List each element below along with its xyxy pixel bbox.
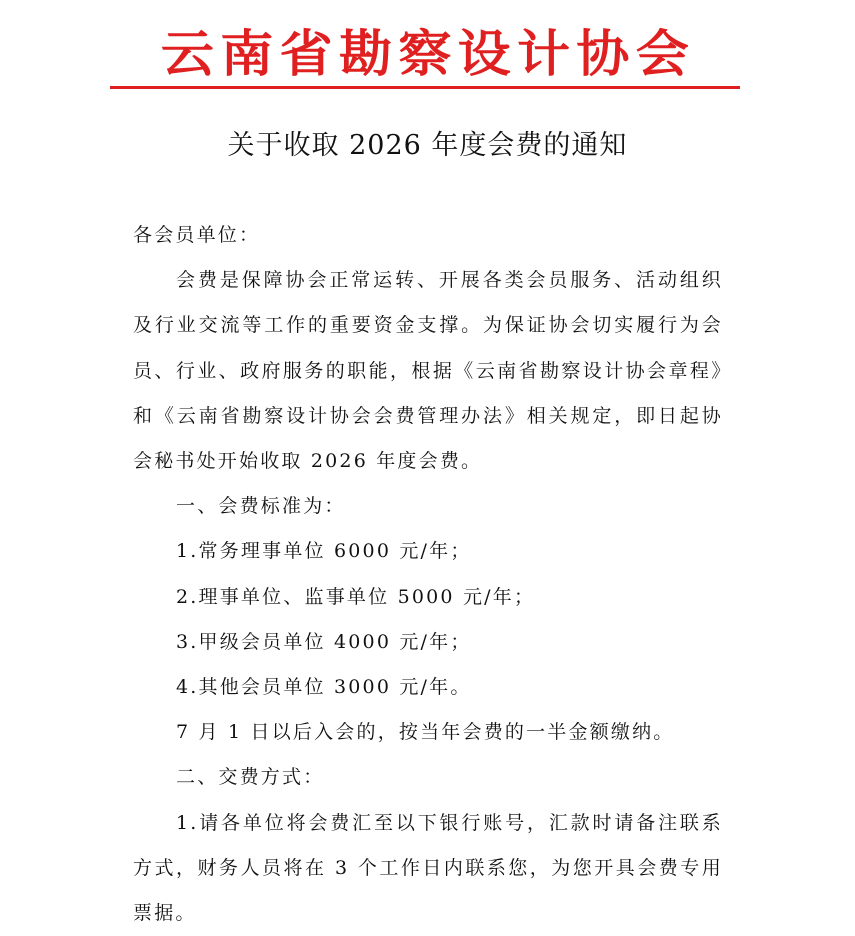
fee-item: 4.其他会员单位 3000 元/年。 (176, 676, 472, 699)
salutation: 各会员单位： (133, 224, 261, 246)
fee-item: 3.甲级会员单位 4000 元/年； (176, 630, 472, 653)
fee-item: 1.常务理事单位 6000 元/年； (176, 540, 472, 563)
section-heading-fee-standard: 一、会费标准为： (176, 495, 346, 518)
notice-body (133, 213, 723, 936)
mid-year-join-note: 7 月 1 日以后入会的，按当年会费的一半金额缴纳。 (176, 721, 675, 744)
notice-title: 关于收取 2026 年度会费的通知 (227, 130, 628, 161)
section-heading-payment-method: 二、交费方式： (176, 766, 325, 789)
intro-paragraph: 会费是保障协会正常运转、开展各类会员服务、活动组织及行业交流等工作的重要资金支撑。为保证协会切实履行为会员、行业、政府服务的职能，根据《云南省勘察设计协会章程》和《云南省勘察设计协会会费管理办法》相关规定，即日起协会秘书处开始收取 2026 年度会费。 (133, 269, 723, 473)
organization-name: 云南省勘察设计协会 (160, 25, 695, 83)
fee-item: 2.理事单位、监事单位 5000 元/年； (176, 585, 536, 608)
payment-instruction: 1.请各单位将会费汇至以下银行账号，汇款时请备注联系方式，财务人员将在 3 个工作日内联系您，为您开具会费专用票据。 (133, 811, 723, 925)
letterhead (0, 22, 855, 86)
letterhead-divider (110, 86, 740, 89)
